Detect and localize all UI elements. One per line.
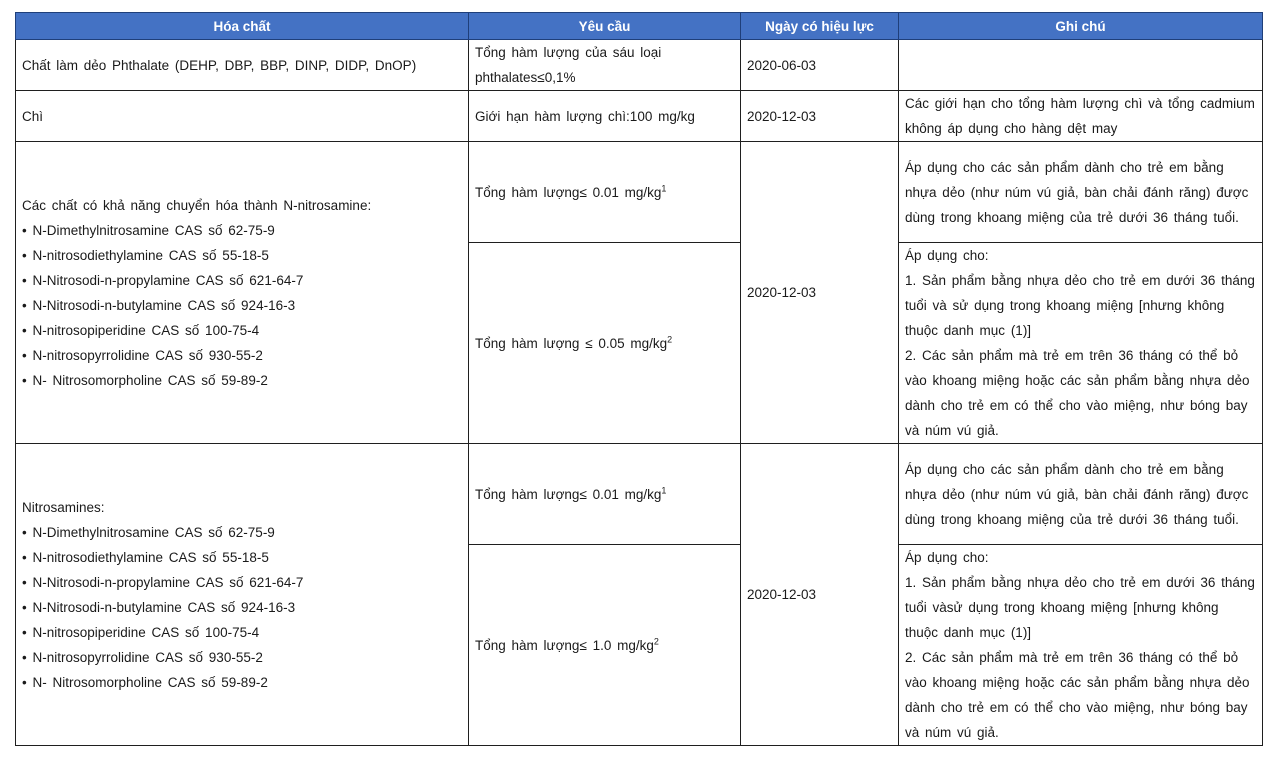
- list-item: • N-nitrosopyrrolidine CAS số 930-55-2: [22, 343, 462, 368]
- list-item: • N-Nitrosodi-n-propylamine CAS số 621-64-7: [22, 570, 462, 595]
- table-row-phthalate: [16, 40, 1263, 91]
- cell-requirement-nitrosamines-1: [469, 444, 741, 545]
- requirement-text: Tổng hàm lượng ≤ 0.05 mg/kg: [475, 335, 668, 351]
- table-row-precursors-a: [16, 142, 1263, 243]
- requirement-text: Tổng hàm lượng≤ 1.0 mg/kg: [475, 637, 654, 653]
- cell-note-phthalate: [899, 40, 1263, 91]
- list-item: • N-nitrosodiethylamine CAS số 55-18-5: [22, 545, 462, 570]
- list-item: • N-Nitrosodi-n-butylamine CAS số 924-16-3: [22, 293, 462, 318]
- header-requirement: Yêu cầu: [469, 13, 741, 40]
- note-paragraph: 2. Các sản phẩm mà trẻ em trên 36 tháng có thể bỏ vào khoang miệng hoặc các sản phẩm bằng nhựa dẻo dành cho trẻ em có thể cho vào miệng, như bóng bay và núm vú giả.: [905, 650, 1250, 740]
- requirement-text: Tổng hàm lượng≤ 0.01 mg/kg: [475, 184, 662, 200]
- cell-chemical-precursors: [16, 142, 469, 444]
- list-item: • N-nitrosopyrrolidine CAS số 930-55-2: [22, 645, 462, 670]
- header-row: [16, 13, 1263, 40]
- note-title: Áp dụng cho:: [905, 550, 989, 565]
- cell-requirement-phthalate: Tổng hàm lượng của sáu loại phthalates≤0,1%: [469, 40, 741, 91]
- list-item: • N-nitrosopiperidine CAS số 100-75-4: [22, 318, 462, 343]
- list-item: • N- Nitrosomorpholine CAS số 59-89-2: [22, 670, 462, 695]
- list-item: • N-Dimethylnitrosamine CAS số 62-75-9: [22, 218, 462, 243]
- cell-chemical-phthalate: Chất làm dẻo Phthalate (DEHP, DBP, BBP, DINP, DIDP, DnOP): [16, 40, 469, 91]
- header-effective-date: Ngày có hiệu lực: [741, 13, 899, 40]
- cell-date-precursors: 2020-12-03: [741, 142, 899, 444]
- table-row-nitrosamines-a: [16, 444, 1263, 545]
- list-item: • N- Nitrosomorpholine CAS số 59-89-2: [22, 368, 462, 393]
- cell-note-precursors-1: Áp dụng cho các sản phẩm dành cho trẻ em bằng nhựa dẻo (như núm vú giả, bàn chải đánh răng) được dùng trong khoang miệng của trẻ dưới 36 tháng tuổi.: [899, 142, 1263, 243]
- footnote-mark: 1: [661, 183, 667, 193]
- precursors-intro: Các chất có khả năng chuyển hóa thành N-nitrosamine:: [22, 197, 372, 213]
- regulation-table: [15, 12, 1263, 746]
- list-item: • N-Nitrosodi-n-butylamine CAS số 924-16-3: [22, 595, 462, 620]
- requirement-text: Tổng hàm lượng≤ 0.01 mg/kg: [475, 486, 662, 502]
- nitrosamines-intro: Nitrosamines:: [22, 499, 105, 515]
- note-title: Áp dụng cho:: [905, 248, 989, 263]
- footnote-mark: 2: [667, 334, 673, 344]
- cell-note-nitrosamines-1: Áp dụng cho các sản phẩm dành cho trẻ em bằng nhựa dẻo (như núm vú giả, bàn chải đánh răng) được dùng trong khoang miệng của trẻ dưới 36 tháng tuổi.: [899, 444, 1263, 545]
- cell-note-lead: Các giới hạn cho tổng hàm lượng chì và tổng cadmium không áp dụng cho hàng dệt may: [899, 91, 1263, 142]
- cell-requirement-precursors-1: [469, 142, 741, 243]
- nitrosamines-list: [22, 520, 462, 695]
- header-notes: Ghi chú: [899, 13, 1263, 40]
- footnote-mark: 1: [661, 485, 667, 495]
- cell-note-nitrosamines-2: [899, 545, 1263, 746]
- list-item: • N-nitrosodiethylamine CAS số 55-18-5: [22, 243, 462, 268]
- table-row-lead: [16, 91, 1263, 142]
- list-item: • N-Dimethylnitrosamine CAS số 62-75-9: [22, 520, 462, 545]
- precursors-list: [22, 218, 462, 393]
- cell-note-precursors-2: [899, 243, 1263, 444]
- note-paragraph: 1. Sản phẩm bằng nhựa dẻo cho trẻ em dưới 36 tháng tuổi và sử dụng trong khoang miệng [nhưng không thuộc danh mục (1)]: [905, 273, 1255, 338]
- cell-date-lead: 2020-12-03: [741, 91, 899, 142]
- cell-requirement-nitrosamines-2: [469, 545, 741, 746]
- list-item: • N-Nitrosodi-n-propylamine CAS số 621-64-7: [22, 268, 462, 293]
- cell-date-phthalate: 2020-06-03: [741, 40, 899, 91]
- list-item: • N-nitrosopiperidine CAS số 100-75-4: [22, 620, 462, 645]
- cell-chemical-lead: Chì: [16, 91, 469, 142]
- header-chemical: Hóa chất: [16, 13, 469, 40]
- note-paragraph: 1. Sản phẩm bằng nhựa dẻo cho trẻ em dưới 36 tháng tuổi vàsử dụng trong khoang miệng [nhưng không thuộc danh mục (1)]: [905, 575, 1255, 640]
- cell-requirement-lead: Giới hạn hàm lượng chì:100 mg/kg: [469, 91, 741, 142]
- footnote-mark: 2: [653, 636, 659, 646]
- cell-requirement-precursors-2: [469, 243, 741, 444]
- cell-date-nitrosamines: 2020-12-03: [741, 444, 899, 746]
- note-paragraph: 2. Các sản phẩm mà trẻ em trên 36 tháng có thể bỏ vào khoang miệng hoặc các sản phẩm bằng nhựa dẻo dành cho trẻ em có thể cho vào miệng, như bóng bay và núm vú giả.: [905, 348, 1250, 438]
- cell-chemical-nitrosamines: [16, 444, 469, 746]
